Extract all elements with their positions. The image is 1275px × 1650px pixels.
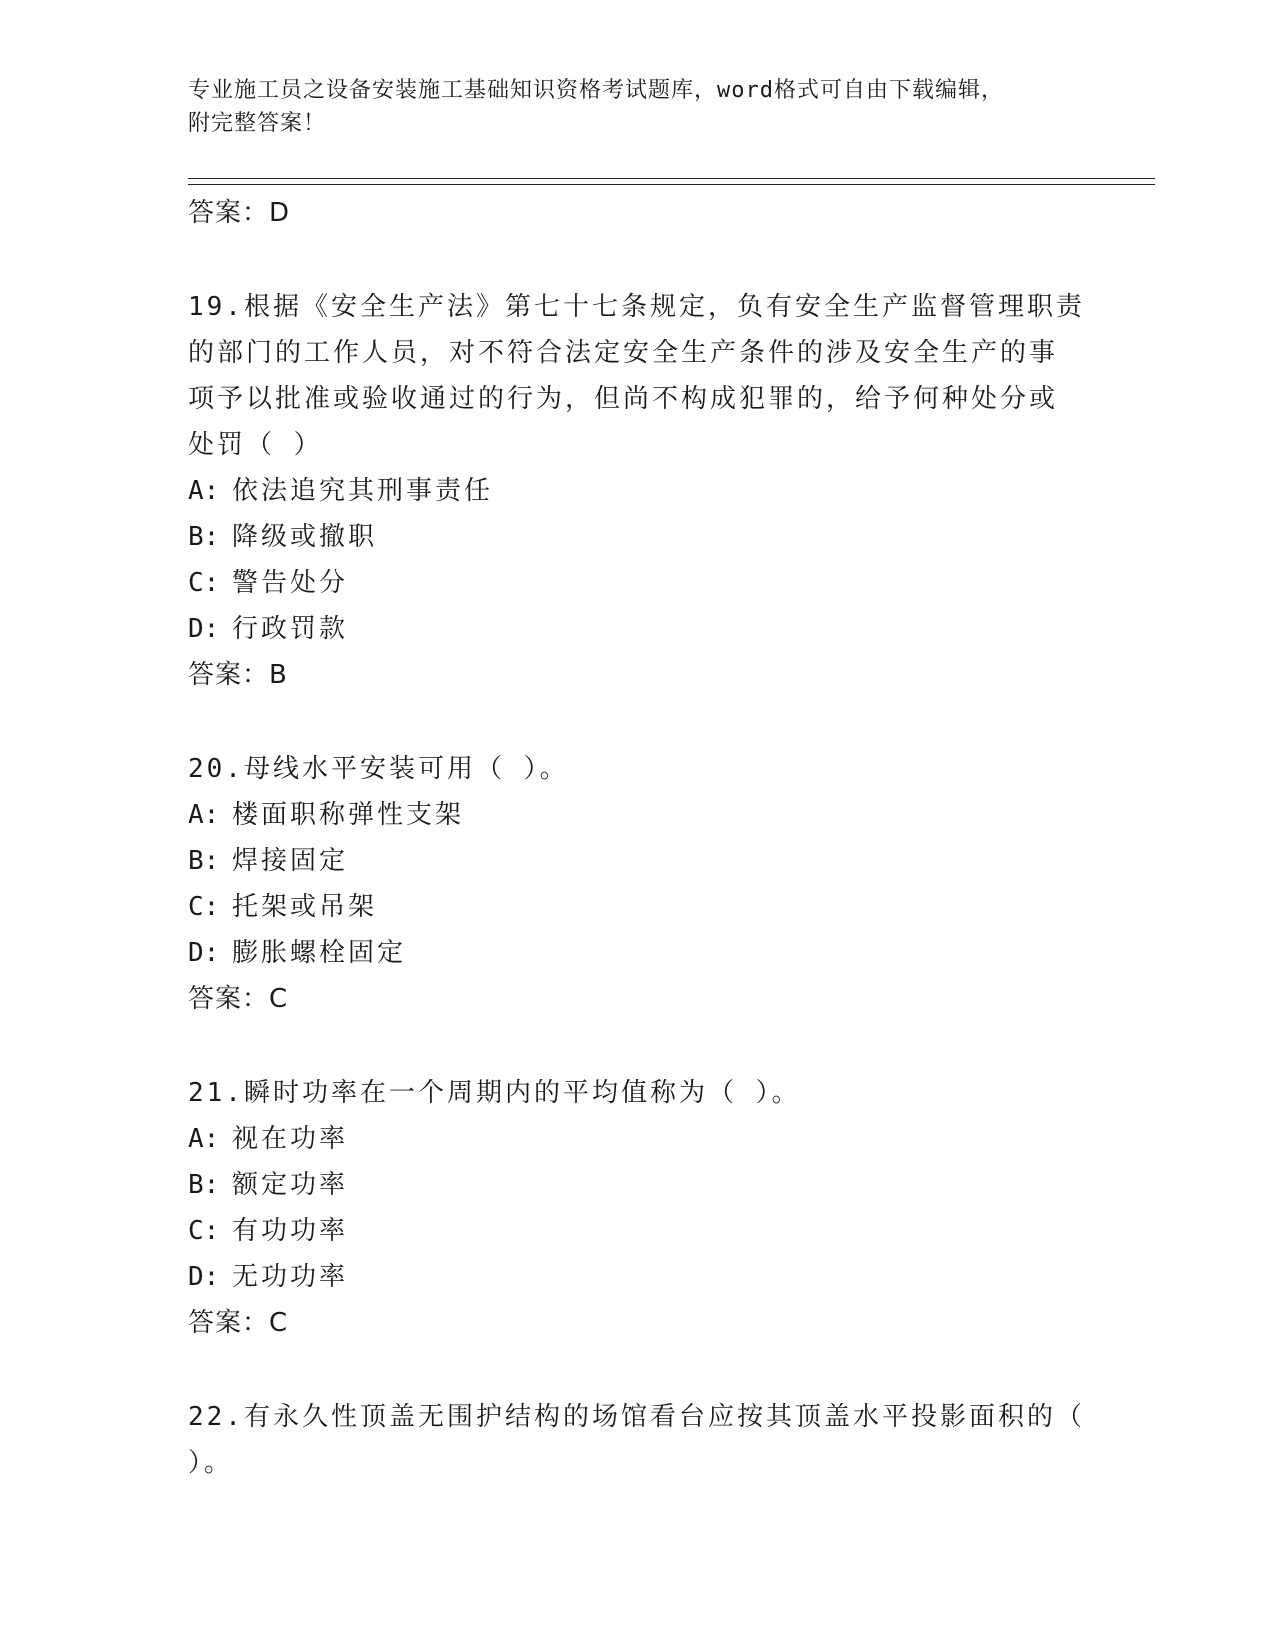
document-header — [188, 74, 1088, 140]
header-line-1: 专业施工员之设备安装施工基础知识资格考试题库，word格式可自由下载编辑， — [188, 78, 1004, 103]
question-stem-line: 19.根据《安全生产法》第七十七条规定，负有安全生产监督管理职责 — [188, 292, 1085, 322]
question-stem-line: 21.瞬时功率在一个周期内的平均值称为（ ）。 — [188, 1078, 801, 1108]
option-text: 膨胀螺栓固定 — [232, 938, 407, 968]
question-20 — [188, 746, 1088, 1022]
option-text: 依法追究其刑事责任 — [232, 476, 494, 506]
option-text: 焊接固定 — [232, 846, 349, 876]
option-text: 无功功率 — [232, 1262, 349, 1292]
option-key: C: — [188, 1216, 220, 1246]
option-d — [188, 930, 1088, 976]
option-key: B: — [188, 522, 220, 552]
answer-line: 答案：C — [188, 984, 289, 1014]
option-key: C: — [188, 568, 220, 598]
option-a — [188, 1116, 1088, 1162]
option-key: B: — [188, 846, 220, 876]
previous-answer: 答案：D — [188, 198, 291, 228]
option-c — [188, 560, 1088, 606]
option-key: A: — [188, 800, 220, 830]
question-stem-line: 项予以批准或验收通过的行为，但尚不构成犯罪的，给予何种处分或 — [188, 384, 1059, 414]
header-divider-bottom — [188, 184, 1155, 185]
option-key: D: — [188, 1262, 220, 1292]
question-stem-line: 的部门的工作人员，对不符合法定安全生产条件的涉及安全生产的事 — [188, 338, 1059, 368]
option-a — [188, 468, 1088, 514]
option-text: 降级或撤职 — [232, 522, 378, 552]
spacer — [188, 236, 1088, 284]
option-text: 行政罚款 — [232, 614, 349, 644]
header-line-2: 附完整答案！ — [188, 111, 327, 136]
option-text: 警告处分 — [232, 568, 349, 598]
option-text: 楼面职称弹性支架 — [232, 800, 465, 830]
option-key: D: — [188, 614, 220, 644]
question-stem-line: 处罚（ ） — [188, 430, 323, 460]
option-key: B: — [188, 1170, 220, 1200]
spacer — [188, 698, 1088, 746]
option-b — [188, 1162, 1088, 1208]
option-text: 视在功率 — [232, 1124, 349, 1154]
answer-line: 答案：C — [188, 1308, 289, 1338]
option-c — [188, 1208, 1088, 1254]
spacer — [188, 1022, 1088, 1070]
option-text: 有功功率 — [232, 1216, 349, 1246]
question-stem-line: 22.有永久性顶盖无围护结构的场馆看台应按其顶盖水平投影面积的（ — [188, 1402, 1085, 1432]
header-divider-top — [188, 178, 1155, 179]
option-key: A: — [188, 476, 220, 506]
spacer — [188, 1346, 1088, 1394]
question-stem-line: 20.母线水平安装可用（ ）。 — [188, 754, 569, 784]
option-key: A: — [188, 1124, 220, 1154]
option-c — [188, 884, 1088, 930]
option-b — [188, 838, 1088, 884]
option-b — [188, 514, 1088, 560]
question-stem-line: ）。 — [188, 1448, 234, 1478]
option-d — [188, 606, 1088, 652]
question-19 — [188, 284, 1088, 698]
question-22 — [188, 1394, 1088, 1486]
option-key: D: — [188, 938, 220, 968]
option-d — [188, 1254, 1088, 1300]
question-list — [188, 190, 1088, 1486]
question-21 — [188, 1070, 1088, 1346]
option-key: C: — [188, 892, 220, 922]
option-text: 额定功率 — [232, 1170, 349, 1200]
option-a — [188, 792, 1088, 838]
option-text: 托架或吊架 — [232, 892, 378, 922]
answer-line: 答案：B — [188, 660, 288, 690]
